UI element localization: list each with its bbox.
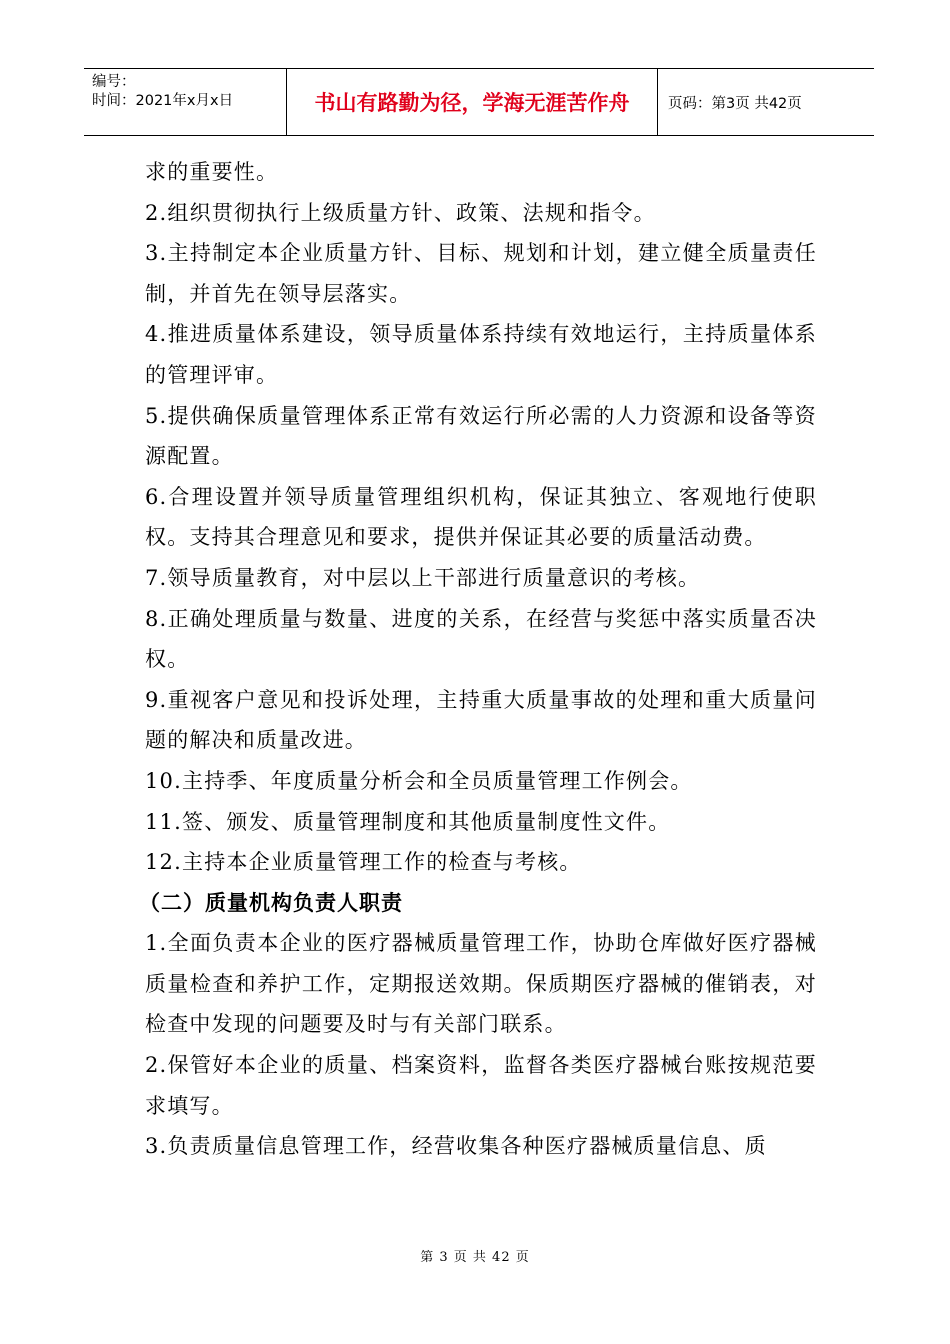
paragraph-1: 求的重要性。	[145, 160, 279, 184]
section-paragraph-2: 2.保管好本企业的质量、档案资料，监督各类医疗器械台账按规范要求填写。	[145, 1053, 817, 1118]
paragraph-2: 2.组织贯彻执行上级质量方针、政策、法规和指令。	[145, 200, 656, 225]
paragraph-7: 7.领导质量教育，对中层以上干部进行质量意识的考核。	[145, 565, 701, 590]
header-slogan: 书山有路勤为径，学海无涯苦作舟	[286, 69, 658, 135]
document-number-label: 编号：	[92, 74, 136, 90]
header-page-info: 页码：第3页 共42页	[668, 95, 802, 112]
paragraph-5: 5.提供确保质量管理体系正常有效运行所必需的人力资源和设备等资源配置。	[145, 403, 817, 469]
paragraph-12: 12.主持本企业质量管理工作的检查与考核。	[145, 850, 582, 875]
section-paragraph-3: 3.负责质量信息管理工作，经营收集各种医疗器械质量信息、质	[145, 1134, 767, 1159]
header-meta	[84, 69, 286, 135]
page-header	[84, 68, 874, 136]
paragraph-3: 3.主持制定本企业质量方针、目标、规划和计划，建立健全质量责任制，并首先在领导层落实。	[145, 241, 817, 306]
paragraph-11: 11.签、颁发、质量管理制度和其他质量制度性文件。	[145, 809, 671, 834]
paragraph-10: 10.主持季、年度质量分析会和全员质量管理工作例会。	[145, 768, 693, 793]
section-heading: （二）质量机构负责人职责	[139, 890, 403, 915]
page-footer: 第 3 页 共 42 页	[420, 1250, 530, 1265]
section-paragraph-1: 1.全面负责本企业的医疗器械质量管理工作，协助仓库做好医疗器械质量检查和养护工作，定期报送效期。保质期医疗器械的催销表，对检查中发现的问题要及时与有关部门联系。	[145, 931, 817, 1037]
paragraph-6: 6.合理设置并领导质量管理组织机构，保证其独立、客观地行使职权。支持其合理意见和要求，提供并保证其必要的质量活动费。	[145, 484, 817, 550]
paragraph-8: 8.正确处理质量与数量、进度的关系，在经营与奖惩中落实质量否决权。	[145, 606, 817, 672]
document-body	[139, 152, 817, 1167]
document-date: 时间：2021年x月x日	[92, 93, 234, 109]
paragraph-9: 9.重视客户意见和投诉处理，主持重大质量事故的处理和重大质量问题的解决和质量改进。	[145, 687, 817, 753]
paragraph-4: 4.推进质量体系建设，领导质量体系持续有效地运行，主持质量体系的管理评审。	[145, 322, 817, 387]
